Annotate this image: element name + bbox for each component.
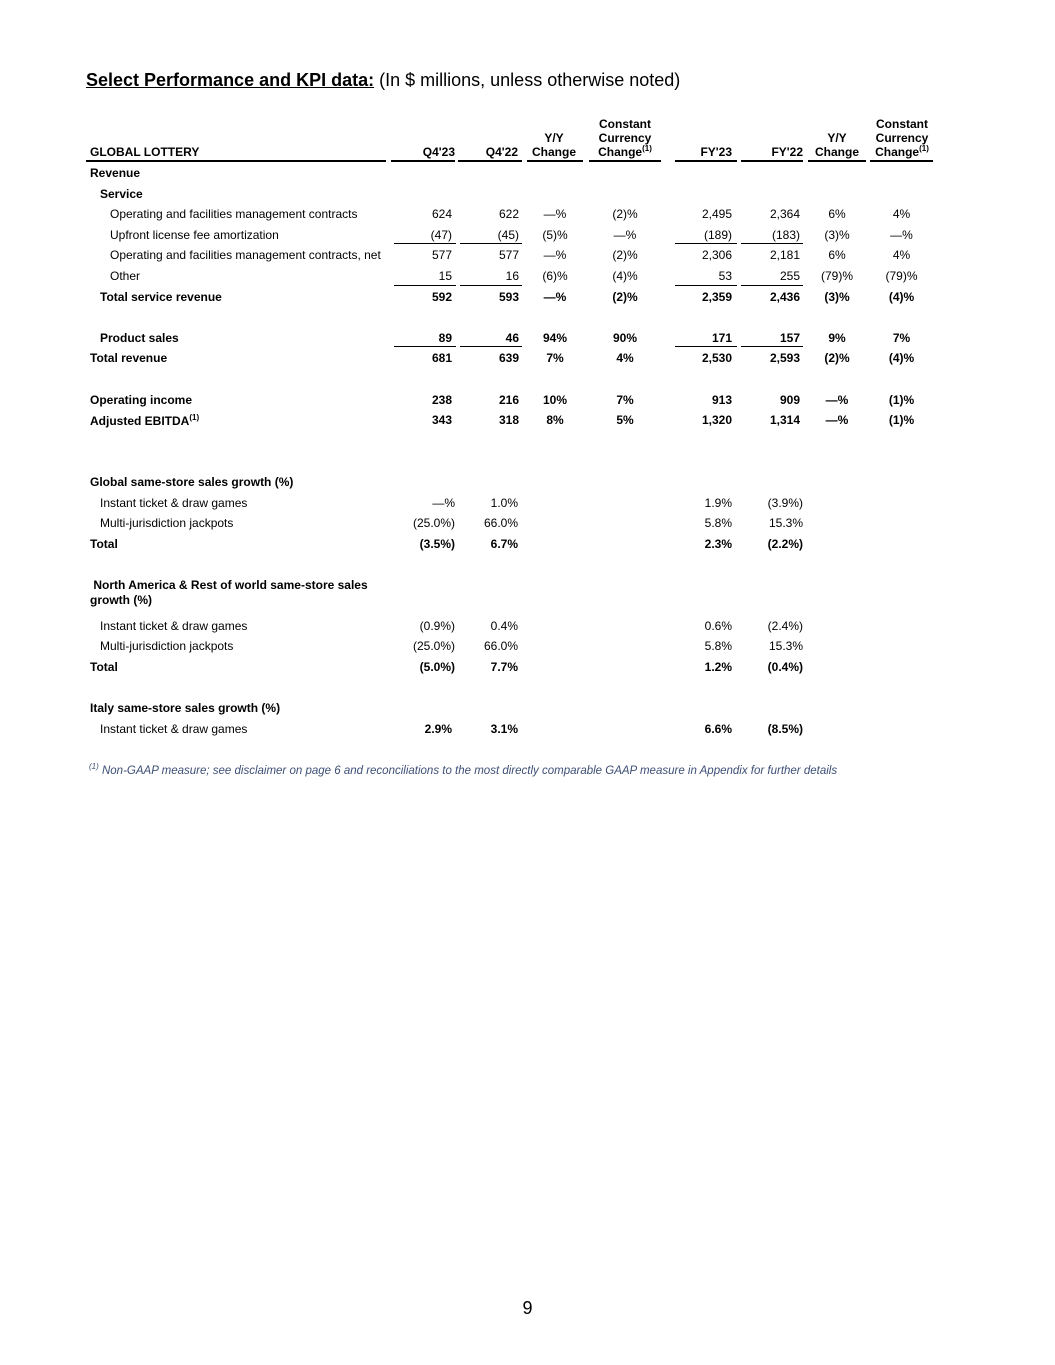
table-row: Adjusted EBITDA$^{(1)}$ 343 318 8% 5% 1,320 1,314 —% (1)% <box>90 413 915 429</box>
table-row: Multi-jurisdiction jackpots (25.0%) 66.0% 5.8% 15.3% <box>100 639 803 654</box>
header-fy22: FY'22 <box>771 145 803 159</box>
table-row: Total (5.0%) 7.7% 1.2% (0.4%) <box>90 660 803 675</box>
row-service-heading: Service <box>100 186 143 201</box>
page-title <box>86 70 680 91</box>
header-cc-change-q: Constant Currency Change$^{(1)}$ <box>598 117 652 159</box>
table-row: Multi-jurisdiction jackpots (25.0%) 66.0% 5.8% 15.3% <box>100 516 803 531</box>
table-row: Product sales 89 46 94% 90% 171 157 9% 7% <box>86 327 938 348</box>
table-row: Other 15 16 (6)% (4)% 53 255 (79)% (79)% <box>86 265 938 286</box>
header-fy23: FY'23 <box>700 145 732 159</box>
header-q422: Q4'22 <box>485 145 518 159</box>
table-header <box>86 117 938 162</box>
table-row: Total (3.5%) 6.7% 2.3% (2.2%) <box>90 536 803 551</box>
table-row: Operating and facilities management contracts, net 577 577 —% (2)% 2,306 2,181 6% 4% <box>110 248 911 263</box>
header-q423: Q4'23 <box>422 145 455 159</box>
title-subtitle: (In $ millions, unless otherwise noted) <box>379 70 681 90</box>
row-global-sss-heading: Global same-store sales growth (%) <box>90 474 294 489</box>
table-row: Instant ticket & draw games —% 1.0% 1.9% (3.9%) <box>100 495 803 510</box>
header-cc-change-fy: Constant Currency Change$^{(1)}$ <box>875 117 929 159</box>
table-row: Instant ticket & draw games (0.9%) 0.4% 0.6% (2.4%) <box>100 618 803 633</box>
row-italy-sss-heading: Italy same-store sales growth (%) <box>90 701 281 716</box>
row-na-sss-heading: North America & Rest of world same-store sales growth (%) <box>90 577 368 607</box>
table-row: Upfront license fee amortization (47) (45) (5)% —% (189) (183) (3)% —% <box>86 224 938 245</box>
table-row: Operating income 238 216 10% 7% 913 909 —% (1)% <box>90 392 915 407</box>
header-section: GLOBAL LOTTERY <box>90 145 200 159</box>
header-yy-change-fy: Y/Y Change <box>814 131 859 159</box>
title-bold: Select Performance and KPI data: <box>86 70 375 90</box>
table-row: Total service revenue 592 593 —% (2)% 2,359 2,436 (3)% (4)% <box>100 289 915 304</box>
page-number: 9 <box>522 1298 533 1318</box>
kpi-table <box>86 117 938 738</box>
table-row: Total revenue 681 639 7% 4% 2,530 2,593 (2)% (4)% <box>90 351 915 366</box>
table-row: Operating and facilities management contracts 624 622 —% (2)% 2,495 2,364 6% 4% <box>110 207 911 222</box>
header-yy-change-q: Y/Y Change <box>531 131 576 159</box>
footnote: $^{(1)}$ Non-GAAP measure; see disclaimer on page 6 and reconciliations to the most directly comparable GAAP measure in Appendix for further details <box>89 762 838 777</box>
row-revenue-heading: Revenue <box>90 166 141 180</box>
table-row: Instant ticket & draw games 2.9% 3.1% 6.6% (8.5%) <box>100 721 803 736</box>
